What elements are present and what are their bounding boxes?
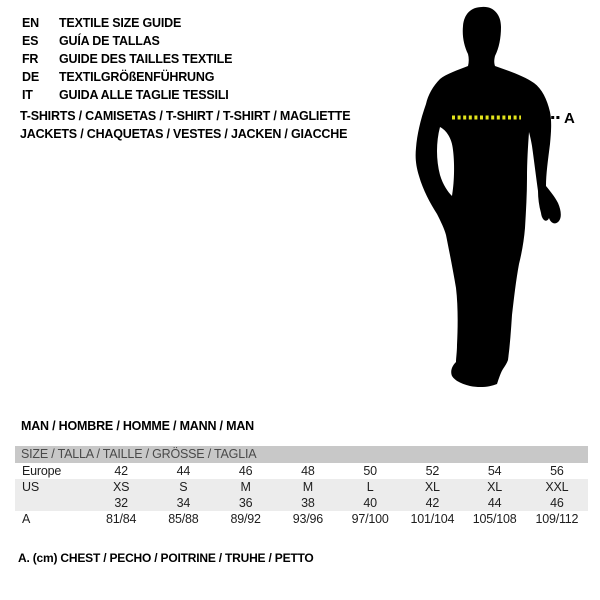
table-row-us-letter bbox=[15, 479, 588, 495]
lang-row-es bbox=[22, 32, 232, 50]
table-row-europe bbox=[15, 463, 588, 479]
measurement-figure bbox=[400, 0, 600, 400]
lang-row-it bbox=[22, 86, 232, 104]
row-label-a: A bbox=[22, 512, 31, 526]
language-guide-list bbox=[22, 14, 232, 104]
us-numeric-size-5: 40 bbox=[363, 496, 377, 510]
us-numeric-size-6: 42 bbox=[425, 496, 440, 510]
europe-size-5: 50 bbox=[363, 464, 377, 478]
us-numeric-size-1: 32 bbox=[114, 496, 128, 510]
us-numeric-size-7: 44 bbox=[487, 496, 502, 510]
us-letter-size-1: XS bbox=[112, 480, 130, 494]
lang-label-en: TEXTILE SIZE GUIDE bbox=[59, 16, 182, 30]
lang-code-it: IT bbox=[22, 88, 33, 102]
row-label-europe: Europe bbox=[22, 464, 62, 478]
section-title-man: MAN / HOMBRE / HOMME / MANN / MAN bbox=[21, 419, 254, 433]
us-letter-size-3: M bbox=[240, 480, 251, 494]
chest-cm-7: 105/108 bbox=[472, 512, 517, 526]
us-letter-size-4: M bbox=[302, 480, 313, 494]
europe-size-6: 52 bbox=[425, 464, 440, 478]
lang-label-es: GUÍA DE TALLAS bbox=[59, 34, 160, 48]
europe-size-7: 54 bbox=[487, 464, 502, 478]
us-numeric-size-4: 38 bbox=[301, 496, 315, 510]
lang-code-fr: FR bbox=[22, 52, 39, 66]
row-label-blank bbox=[15, 495, 90, 511]
chest-cm-6: 101/104 bbox=[410, 512, 455, 526]
europe-size-3: 46 bbox=[238, 464, 253, 478]
lang-code-es: ES bbox=[22, 34, 39, 48]
europe-size-1: 42 bbox=[114, 464, 128, 478]
chest-cm-1: 81/84 bbox=[105, 512, 137, 526]
row-label-us: US bbox=[22, 480, 39, 494]
product-types bbox=[20, 107, 350, 143]
lang-label-it: GUIDA ALLE TAGLIE TESSILI bbox=[59, 88, 229, 102]
lang-row-de bbox=[22, 68, 232, 86]
chest-cm-2: 85/88 bbox=[168, 512, 199, 526]
us-numeric-size-3: 36 bbox=[238, 496, 253, 510]
lang-row-en bbox=[22, 14, 232, 32]
table-row-us-numeric bbox=[15, 495, 588, 511]
measure-label-a: A bbox=[564, 110, 575, 127]
europe-size-8: 56 bbox=[550, 464, 564, 478]
chest-cm-5: 97/100 bbox=[351, 512, 389, 526]
product-line-tshirts: T-SHIRTS / CAMISETAS / T-SHIRT / T-SHIRT / MAGLIETTE bbox=[20, 109, 351, 123]
size-table bbox=[15, 446, 588, 527]
lang-row-fr bbox=[22, 50, 232, 68]
man-silhouette bbox=[416, 7, 561, 387]
europe-size-2: 44 bbox=[176, 464, 191, 478]
chest-cm-3: 89/92 bbox=[230, 512, 261, 526]
lang-label-de: TEXTILGRÖßENFÜHRUNG bbox=[59, 70, 215, 84]
us-letter-size-2: S bbox=[179, 480, 188, 494]
lang-code-de: DE bbox=[22, 70, 39, 84]
product-line-jackets: JACKETS / CHAQUETAS / VESTES / JACKEN / GIACCHE bbox=[20, 127, 348, 141]
chest-cm-4: 93/96 bbox=[292, 512, 324, 526]
us-numeric-size-2: 34 bbox=[176, 496, 191, 510]
lang-code-en: EN bbox=[22, 16, 39, 30]
europe-size-4: 48 bbox=[301, 464, 315, 478]
table-row-chest-cm bbox=[15, 511, 588, 527]
chest-cm-8: 109/112 bbox=[535, 512, 579, 526]
us-letter-size-6: XL bbox=[424, 480, 440, 494]
us-letter-size-7: XL bbox=[487, 480, 503, 494]
lang-label-fr: GUIDE DES TAILLES TEXTILE bbox=[59, 52, 233, 66]
size-table-header: SIZE / TALLA / TAILLE / GRÖSSE / TAGLIA bbox=[15, 446, 588, 463]
us-numeric-size-8: 46 bbox=[550, 496, 564, 510]
us-letter-size-8: XXL bbox=[545, 480, 569, 494]
us-letter-size-5: L bbox=[366, 480, 374, 494]
measurement-footnote: A. (cm) CHEST / PECHO / POITRINE / TRUHE / PETTO bbox=[18, 551, 314, 565]
